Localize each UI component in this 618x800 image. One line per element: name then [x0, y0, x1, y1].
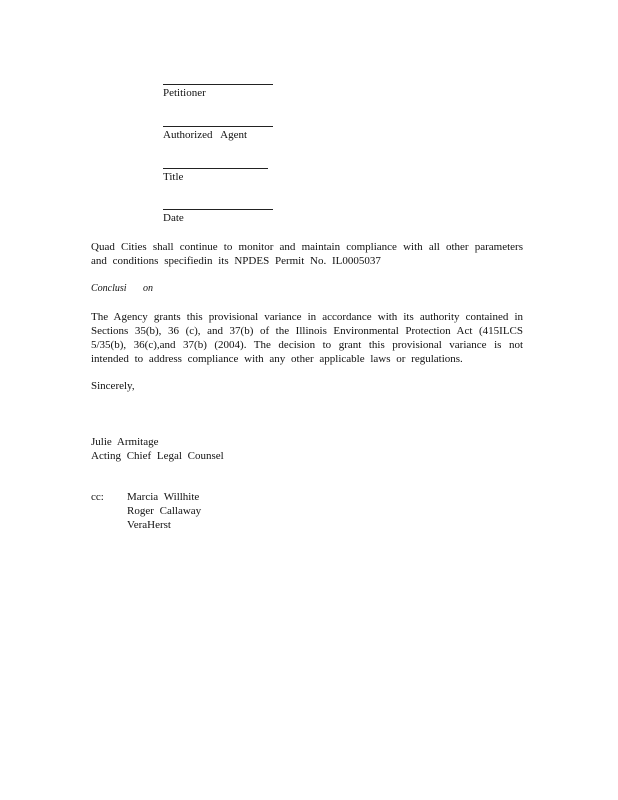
- conclusion-heading: Conclusi on: [91, 283, 154, 294]
- signature-line: [163, 209, 273, 210]
- conclusion-paragraph: The Agency grants this provisional variance in accordance with its authority contained in Sections 35(b), 36 (c), and 37(b) of the Illinois Environmental Protection Act (415ILCS 5/35(b), 36(c),and 37(b) (2004). The decision to grant this provisional variance is not intended to address compliance with any other applicable laws or regulations.: [91, 311, 523, 365]
- title-signature-field: [163, 168, 268, 184]
- signature-line: [163, 126, 273, 127]
- signature-line: [163, 168, 268, 169]
- petitioner-signature-field: [163, 84, 273, 100]
- title-label: Title: [163, 171, 184, 183]
- date-signature-field: [163, 209, 273, 225]
- date-label: Date: [163, 212, 184, 224]
- signature-line: [163, 84, 273, 85]
- cc-label: cc:: [91, 491, 104, 503]
- cc-recipient: Roger Callaway: [127, 505, 202, 517]
- signer-title: Acting Chief Legal Counsel: [91, 450, 224, 462]
- petitioner-label: Petitioner: [163, 87, 206, 99]
- authorized-agent-label: Authorized Agent: [163, 129, 248, 141]
- compliance-paragraph: Quad Cities shall continue to monitor and maintain compliance with all other parameters and conditions specifiedin its NPDES Permit No. IL0005037: [91, 241, 523, 267]
- authorized-agent-signature-field: [163, 126, 273, 142]
- cc-recipient-list: [127, 490, 201, 532]
- signer-name: Julie Armitage: [91, 436, 159, 448]
- cc-recipient: VeraHerst: [127, 519, 171, 531]
- cc-recipient: Marcia Willhite: [127, 491, 200, 503]
- closing-salutation: Sincerely,: [91, 380, 135, 392]
